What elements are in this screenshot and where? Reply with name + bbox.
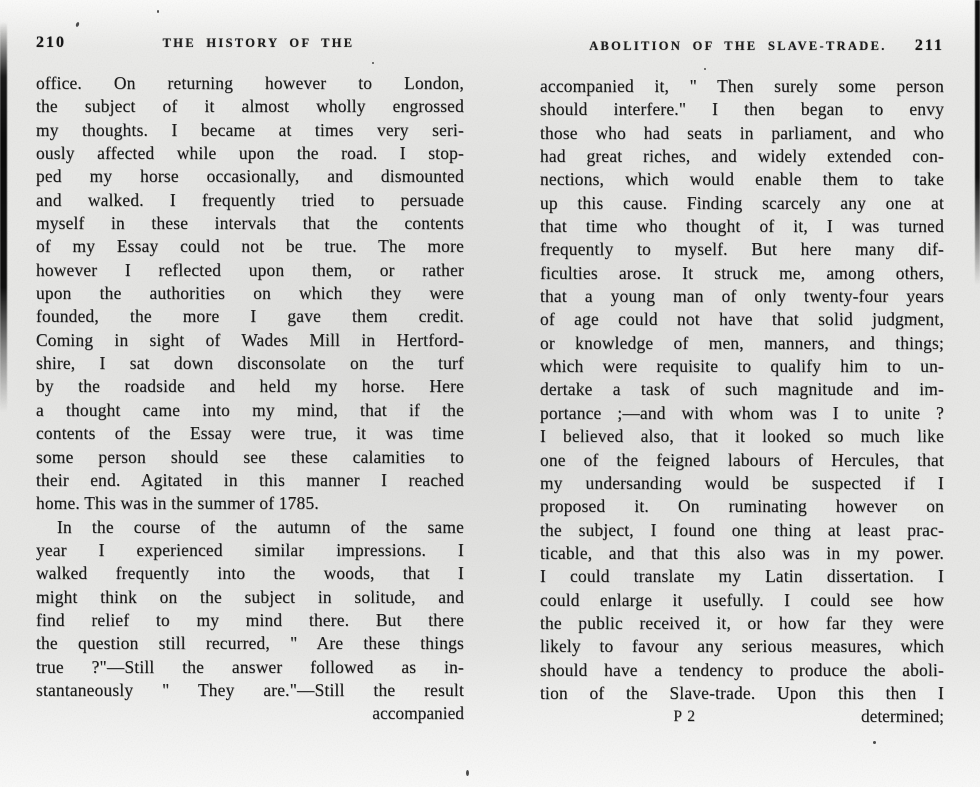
text-line: by the roadside and held my horse. Here <box>36 376 464 397</box>
text-line: year I experienced similar impressions. I <box>36 539 464 560</box>
text-line: I believed also, that it looked so much like <box>540 426 944 447</box>
text-line: shire, I sat down disconsolate on the turf <box>36 353 464 374</box>
right-page-number: 211 <box>914 37 944 54</box>
text-line: some person should see these calamities to <box>36 446 464 467</box>
text-line: the public received it, or how far they were <box>540 612 944 633</box>
right-page-footer-line <box>540 705 944 728</box>
text-line: of my Essay could not be true. The more <box>36 236 464 257</box>
text-line: might think on the subject in solitude, and <box>36 586 464 607</box>
text-line: their end. Agitated in this manner I reached <box>36 469 464 490</box>
signature-mark: P 2 <box>673 708 696 726</box>
right-page-text <box>540 75 944 705</box>
text-line: myself in these intervals that the contents <box>36 213 464 234</box>
text-line: should interfere." I then began to envy <box>540 99 944 120</box>
text-line: find relief to my mind there. But there <box>36 609 464 630</box>
text-line: ficulties arose. It struck me, among others, <box>540 262 944 283</box>
text-line: ped my horse occasionally, and dismounted <box>36 166 464 187</box>
text-line: Coming in sight of Wades Mill in Hertford- <box>36 329 464 350</box>
text-line: up this cause. Finding scarcely any one at <box>540 192 944 213</box>
text-line: frequently to myself. But here many dif- <box>540 239 944 260</box>
text-line: which were requisite to qualify him to un- <box>540 356 944 377</box>
text-line: upon the authorities on which they were <box>36 283 464 304</box>
text-line: or knowledge of men, manners, and things; <box>540 332 944 353</box>
text-line: that a young man of only twenty-four years <box>540 286 944 307</box>
text-line: and walked. I frequently tried to persuade <box>36 189 464 210</box>
text-line: my thoughts. I became at times very seri- <box>36 119 464 140</box>
left-page <box>36 34 464 726</box>
text-line: proposed it. On ruminating however on <box>540 496 944 517</box>
text-line: should have a tendency to produce the aboli- <box>540 659 944 680</box>
text-line: ously affected while upon the road. I stop- <box>36 143 464 164</box>
text-line: office. On returning however to London, <box>36 73 464 93</box>
ink-speck <box>873 741 876 744</box>
left-page-text <box>36 72 464 702</box>
text-line: however I reflected upon them, or rather <box>36 259 464 280</box>
text-line: those who had seats in parliament, and who <box>540 122 944 143</box>
text-line: contents of the Essay were true, it was time <box>36 423 464 444</box>
text-line: nections, which would enable them to take <box>540 169 944 190</box>
text-line: of age could not have that solid judgment, <box>540 309 944 330</box>
text-line: stantaneously " They are."—Still the result <box>36 679 464 700</box>
text-line: the subject of it almost wholly engrossed <box>36 96 464 117</box>
text-line: likely to favour any serious measures, which <box>540 636 944 657</box>
right-running-title: ABOLITION OF THE SLAVE-TRADE. <box>589 39 887 53</box>
text-line: accompanied it, " Then surely some person <box>540 76 944 96</box>
text-line: the subject, I found one thing at least prac- <box>540 519 944 540</box>
text-line: that time who thought of it, I was turned <box>540 216 944 237</box>
right-page <box>540 37 944 729</box>
left-page-header <box>36 34 464 56</box>
text-line: my undersanding would be suspected if I <box>540 472 944 493</box>
ink-speck <box>157 10 159 13</box>
scan-edge-artifact-right <box>975 0 980 285</box>
right-page-header <box>540 37 944 59</box>
scan-edge-artifact-left <box>0 22 7 412</box>
text-line: walked frequently into the woods, that I <box>36 563 464 584</box>
text-line: the question still recurred, " Are these things <box>36 633 464 654</box>
text-line: portance ;—and with whom was I to unite ? <box>540 402 944 423</box>
text-line: a thought came into my mind, that if the <box>36 399 464 420</box>
left-page-number: 210 <box>36 34 66 51</box>
ink-speck <box>466 770 469 776</box>
text-line: could enlarge it usefully. I could see how <box>540 589 944 610</box>
text-line: ticable, and that this also was in my power. <box>540 542 944 563</box>
right-page-catchword: determined; <box>860 706 944 727</box>
text-line: one of the feigned labours of Hercules, that <box>540 449 944 470</box>
text-line: founded, the more I gave them credit. <box>36 306 464 327</box>
text-line: I could translate my Latin dissertation. I <box>540 566 944 587</box>
ink-speck <box>75 22 80 28</box>
text-line: home. This was in the summer of 1785. <box>36 493 319 514</box>
text-line: tion of the Slave-trade. Upon this then I <box>540 682 944 703</box>
text-line: dertake a task of such magnitude and im- <box>540 379 944 400</box>
text-line: had great riches, and widely extended con- <box>540 146 944 167</box>
text-line: In the course of the autumn of the same <box>57 516 464 537</box>
left-page-catchword: accompanied <box>372 703 464 724</box>
left-running-title: THE HISTORY OF THE <box>162 36 355 50</box>
text-line: true ?"—Still the answer followed as in- <box>36 656 464 677</box>
